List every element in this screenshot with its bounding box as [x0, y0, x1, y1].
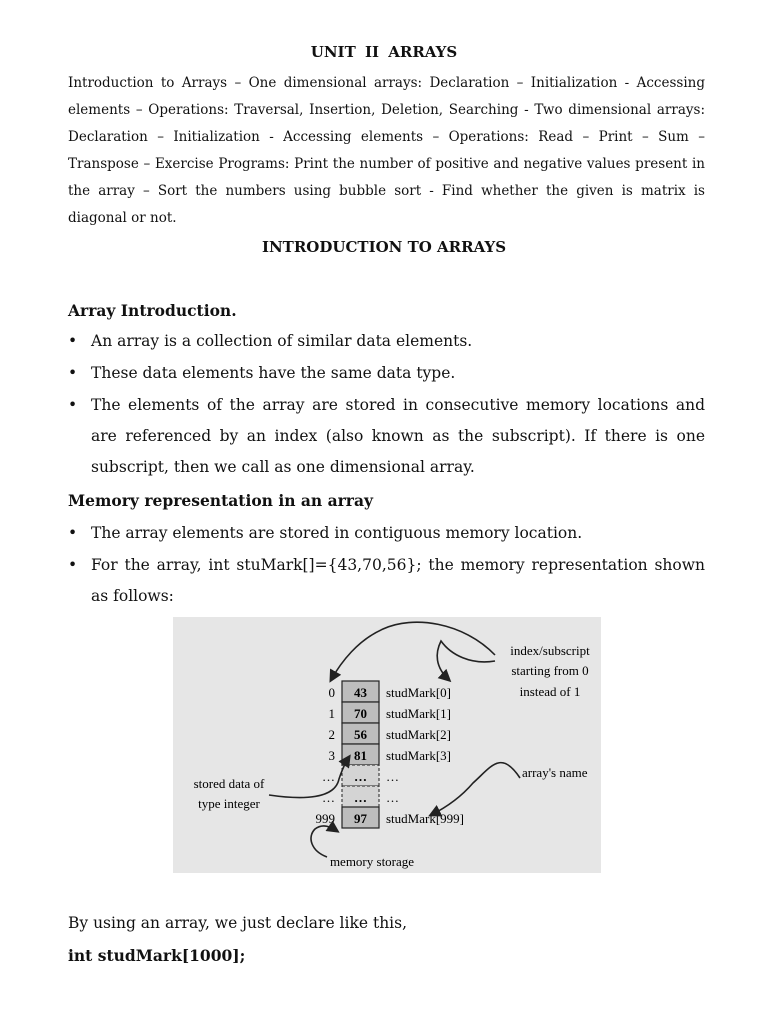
- array-intro-heading: Array Introduction.: [68, 301, 237, 320]
- cell-value: …: [354, 790, 367, 805]
- bullet-item: [68, 358, 705, 389]
- element-label: …: [386, 769, 399, 784]
- memory-diagram: [173, 617, 601, 873]
- memory-storage-arrow: [311, 826, 337, 857]
- section-title: INTRODUCTION TO ARRAYS: [261, 238, 507, 256]
- bullet-dot: •: [68, 524, 78, 542]
- cell-value: 43: [354, 685, 367, 700]
- stored-note-line: stored data of: [193, 776, 265, 791]
- memory-heading: Memory representation in an array: [68, 491, 374, 510]
- bullet-item: [68, 390, 705, 483]
- cell-value: …: [354, 769, 367, 784]
- element-label: studMark[2]: [386, 727, 451, 742]
- bullet-item: [68, 518, 705, 549]
- bullet-text: The elements of the array are stored in consecutive memory locations and are referenced by an index (also known as the subscript). If there is one subscript, then we call as one dimensional array.: [91, 396, 705, 476]
- element-label: studMark[0]: [386, 685, 451, 700]
- declaration-code: int studMark[1000];: [68, 946, 246, 965]
- row-index: 1: [328, 706, 335, 721]
- unit-title: UNIT II ARRAYS: [310, 43, 458, 61]
- element-label: studMark[1]: [386, 706, 451, 721]
- syllabus-text: Introduction to Arrays – One dimensional arrays: Declaration – Initialization - Accessing elements – Operations: Traversal, Insertion, Deletion, Searching - Two dimensional arrays: Declaration – Initialization - Accessing elements – Operations: Read – Print – Sum – Transpose – Exercise Programs: Print the number of positive and negative values present in the array – Sort the numbers using bubble sort - Find whether the given is matrix is diagonal or not.: [68, 75, 705, 226]
- row-index: 3: [328, 748, 335, 763]
- bullet-text: An array is a collection of similar data elements.: [91, 332, 473, 350]
- cell-value: 56: [354, 727, 367, 742]
- cell-value: 97: [354, 811, 367, 826]
- row-index: …: [322, 769, 335, 784]
- row-index: …: [322, 790, 335, 805]
- row-index: 2: [328, 727, 335, 742]
- memory-storage-label: memory storage: [329, 854, 415, 869]
- array-name-arrow: [431, 763, 520, 815]
- index-note-line: starting from 0: [511, 663, 589, 678]
- bullet-text: The array elements are stored in contiguous memory location.: [91, 524, 583, 542]
- index-note-line: instead of 1: [519, 684, 581, 699]
- row-index: 999: [315, 811, 335, 826]
- element-label: …: [386, 790, 399, 805]
- bullet-dot: •: [68, 556, 78, 574]
- syllabus-paragraph: [68, 70, 705, 232]
- bullet-item: [68, 550, 705, 612]
- element-label: studMark[999]: [386, 811, 464, 826]
- bullet-dot: •: [68, 332, 78, 350]
- array-name-note: array's name: [522, 765, 588, 780]
- bullet-dot: •: [68, 364, 78, 382]
- element-label: studMark[3]: [386, 748, 451, 763]
- cell-value: 70: [354, 706, 367, 721]
- bullet-text: For the array, int stuMark[]={43,70,56}; the memory representation shown as follows:: [91, 556, 705, 605]
- declaration-text: By using an array, we just declare like this,: [68, 914, 408, 932]
- index-arrow: [331, 622, 495, 680]
- row-index: 0: [328, 685, 335, 700]
- memory-diagram-svg: [173, 617, 601, 873]
- index-note-line: index/subscript: [510, 643, 590, 658]
- bullet-item: [68, 326, 705, 357]
- cell-value: 81: [354, 748, 367, 763]
- stored-note-line: type integer: [198, 796, 260, 811]
- bullet-text: These data elements have the same data type.: [91, 364, 456, 382]
- bullet-dot: •: [68, 396, 78, 414]
- stored-data-arrow: [269, 757, 349, 798]
